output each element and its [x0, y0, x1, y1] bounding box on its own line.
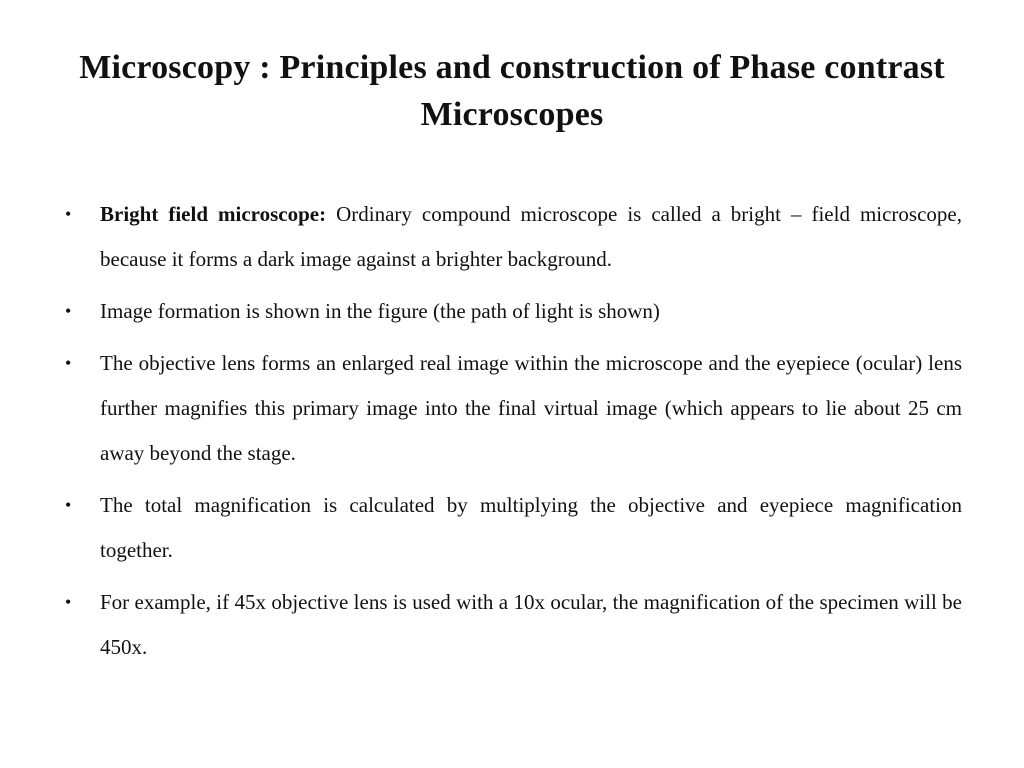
bullet-icon: •: [65, 301, 72, 321]
bullet-item-bright-field: [63, 192, 962, 282]
bullet-body-text: The objective lens forms an enlarged real image within the microscope and the eyepiece (ocular) lens further magnifies this primary image into the final virtual image (which appears to lie about 25 cm away beyond the stage.: [100, 351, 962, 465]
bullet-list: [0, 192, 1024, 670]
bullet-item-total-magnification: [63, 483, 962, 573]
bullet-item-image-formation: [63, 289, 962, 334]
bullet-icon: •: [65, 204, 72, 224]
bullet-icon: •: [65, 495, 72, 515]
bullet-item-objective-lens: [63, 341, 962, 476]
bullet-icon: •: [65, 592, 72, 612]
bullet-item-example: [63, 580, 962, 670]
bullet-lead-text: Bright field microscope:: [100, 202, 327, 226]
bullet-body-text: For example, if 45x objective lens is used with a 10x ocular, the magnification of the specimen will be 450x.: [100, 590, 962, 659]
bullet-body-text: Ordinary compound microscope is called a bright – field microscope, because it forms a dark image against a brighter background.: [100, 202, 962, 271]
bullet-icon: •: [65, 353, 72, 373]
slide-title: Microscopy : Principles and construction of Phase contrast Microscopes: [79, 49, 945, 133]
bullet-body-text: The total magnification is calculated by multiplying the objective and eyepiece magnification together.: [100, 493, 962, 562]
bullet-body-text: Image formation is shown in the figure (the path of light is shown): [100, 299, 660, 323]
